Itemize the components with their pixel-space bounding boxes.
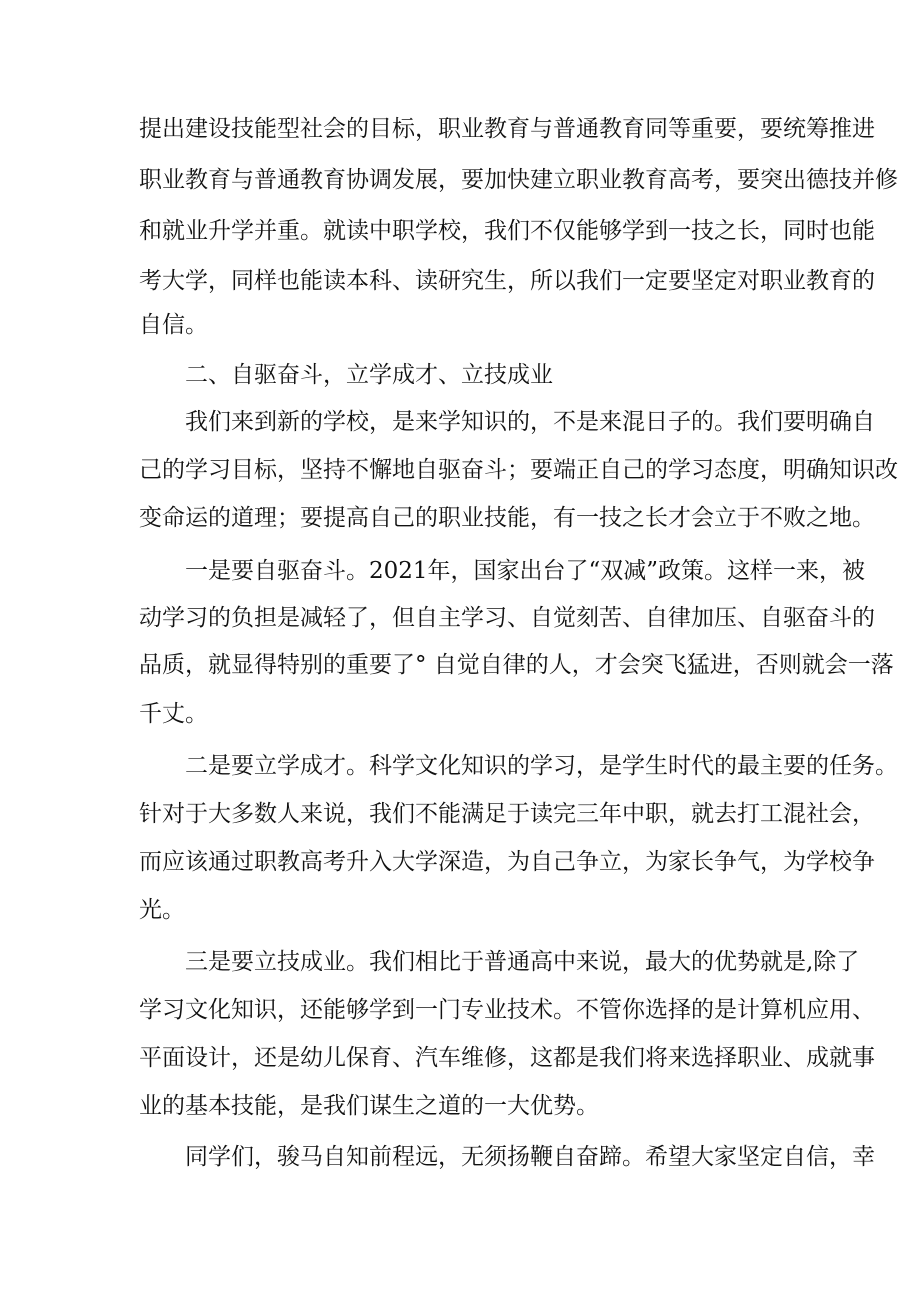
text-line: 针对于大多数人来说，我们不能满足于读完三年中职，就去打工混社会，: [139, 801, 875, 827]
text-line: 而应该通过职教高考升入大学深造，为自己争立，为家长争气，为学校争: [139, 849, 875, 875]
text-line: 光。: [139, 897, 185, 923]
text-line: 自信。: [139, 312, 208, 338]
text-line: 同学们，骏马自知前程远，无须扬鞭自奋蹄。希望大家坚定自信，幸: [185, 1144, 875, 1170]
text-line: 学习文化知识，还能够学到一门专业技术。不管你选择的是计算机应用、: [139, 997, 875, 1023]
text-line: 己的学习目标，坚持不懈地自驱奋斗；要端正自己的学习态度，明确知识改: [139, 457, 898, 483]
text-line: 一是要自驱奋斗。2021年，国家出台了“双减”政策。这样一来，被: [185, 558, 866, 584]
text-line: 二是要立学成才。科学文化知识的学习，是学生时代的最主要的任务。: [185, 753, 898, 779]
text-line: 提出建设技能型社会的目标，职业教育与普通教育同等重要，要统筹推进: [139, 116, 875, 142]
text-line: 三是要立技成业。我们相比于普通高中来说，最大的优势就是,除了: [185, 949, 860, 975]
text-line: 考大学，同样也能读本科、读研究生，所以我们一定要坚定对职业教育的: [139, 268, 875, 294]
text-line: 千丈。: [139, 701, 208, 727]
text-line: 品质，就显得特别的重要了° 自觉自律的人，才会突飞猛进，否则就会一落: [139, 652, 894, 678]
text-line: 变命运的道理；要提高自己的职业技能，有一技之长才会立于不败之地。: [139, 505, 875, 531]
text-line: 和就业升学并重。就读中职学校，我们不仅能够学到一技之长，同时也能: [139, 218, 875, 244]
text-line: 动学习的负担是减轻了，但自主学习、自觉刻苦、自律加压、自驱奋斗的: [139, 605, 875, 631]
text-line: 我们来到新的学校，是来学知识的，不是来混日子的。我们要明确自: [185, 409, 875, 435]
text-line: 平面设计，还是幼儿保育、汽车维修，这都是我们将来选择职业、成就事: [139, 1045, 875, 1071]
text-line: 业的基本技能，是我们谋生之道的一大优势。: [139, 1093, 599, 1119]
section-heading: 二、自驱奋斗，立学成才、立技成业: [185, 362, 553, 388]
text-line: 职业教育与普通教育协调发展，要加快建立职业教育高考，要突出德技并修: [139, 167, 898, 193]
